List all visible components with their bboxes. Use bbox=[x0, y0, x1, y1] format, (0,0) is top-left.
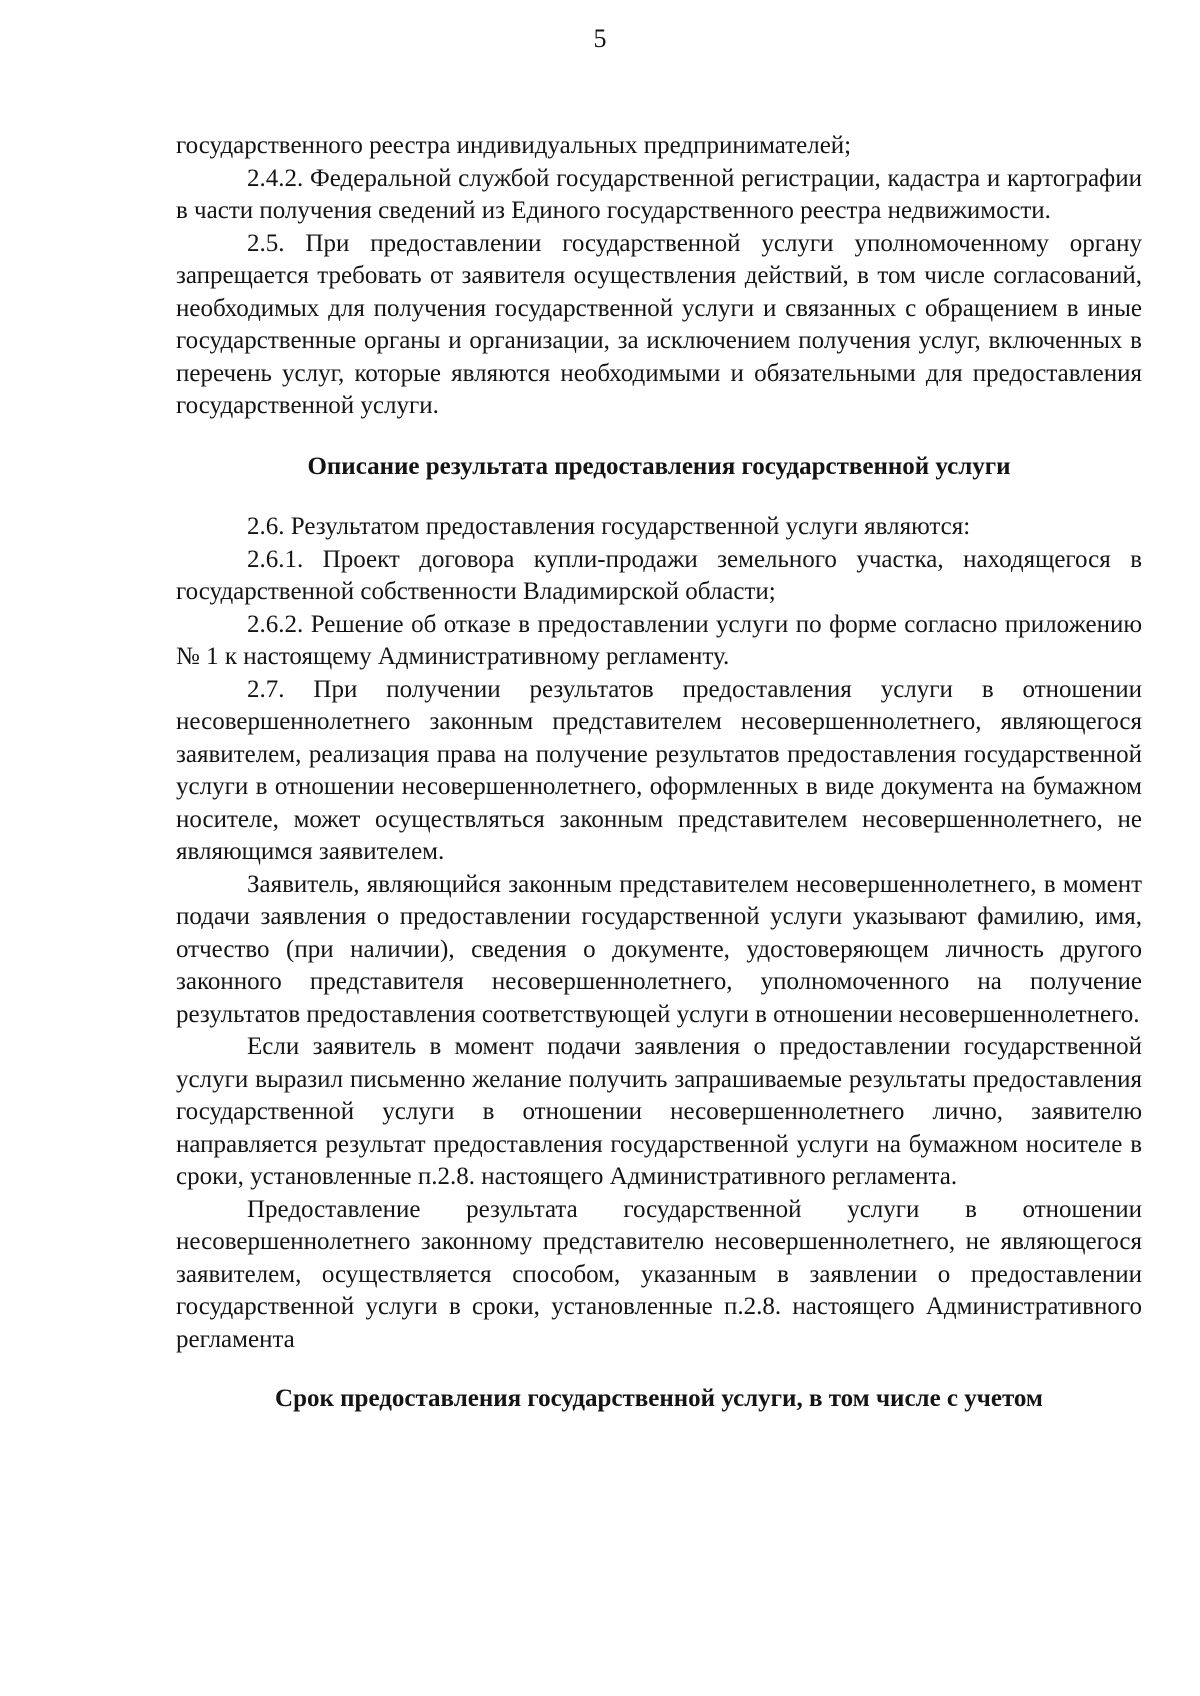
paragraph: 2.4.2. Федеральной службой государственной регистрации, кадастра и картографии в части получения сведений из Единого государственного реестра недвижимости. bbox=[176, 164, 1142, 224]
paragraph: государственного реестра индивидуальных предпринимателей; bbox=[176, 132, 852, 159]
paragraph: 2.7. При получении результатов предоставления услуги в отношении несовершеннолетнего законным представителем несовершеннолетнего, являющегося заявителем, реализация права на получение результатов предоставления государственной услуги в отношении несовершеннолетнего, оформленных в виде документа на бумажном носителе, может осуществляться законным представителем несовершеннолетнего, не являющимся заявителем. bbox=[176, 675, 1142, 865]
section-heading: Срок предоставления государственной услуги, в том числе с учетом bbox=[275, 1385, 1043, 1412]
document-body bbox=[176, 130, 1142, 1416]
page-number: 5 bbox=[593, 24, 607, 53]
section-heading: Описание результата предоставления государственной услуги bbox=[307, 452, 1011, 480]
paragraph: 2.5. При предоставлении государственной услуги уполномоченному органу запрещается требовать от заявителя осуществления действий, в том числе согласований, необходимых для получения государственной услуги и связанных с обращением в иные государственные органы и организации, за исключением получения услуг, включенных в перечень услуг, которые являются необходимыми и обязательными для предоставления государственной услуги. bbox=[176, 229, 1142, 419]
paragraph: Предоставление результата государственной услуги в отношении несовершеннолетнего законному представителю несовершеннолетнего, не являющегося заявителем, осуществляется способом, указанным в заявлении о предоставлении государственной услуги в сроки, установленные п.2.8. настоящего Административного регламента bbox=[176, 1195, 1142, 1353]
paragraph: 2.6. Результатом предоставления государственной услуги являются: bbox=[247, 513, 971, 540]
paragraph: 2.6.1. Проект договора купли-продажи земельного участка, находящегося в государственной собственности Владимирской области; bbox=[176, 545, 1142, 605]
paragraph: Заявитель, являющийся законным представителем несовершеннолетнего, в момент подачи заявления о предоставлении государственной услуги указывают фамилию, имя, отчество (при наличии), сведения о документе, удостоверяющем личность другого законного представителя несовершеннолетнего, уполномоченного на получение результатов предоставления соответствующей услуги в отношении несовершеннолетнего. bbox=[176, 870, 1142, 1028]
paragraph: 2.6.2. Решение об отказе в предоставлении услуги по форме согласно приложению № 1 к настоящему Административному регламенту. bbox=[176, 610, 1142, 670]
paragraph: Если заявитель в момент подачи заявления о предоставлении государственной услуги выразил письменно желание получить запрашиваемые результаты предоставления государственной услуги в отношении несовершеннолетнего лично, заявителю направляется результат предоставления государственной услуги на бумажном носителе в сроки, установленные п.2.8. настоящего Административного регламента. bbox=[176, 1033, 1142, 1190]
